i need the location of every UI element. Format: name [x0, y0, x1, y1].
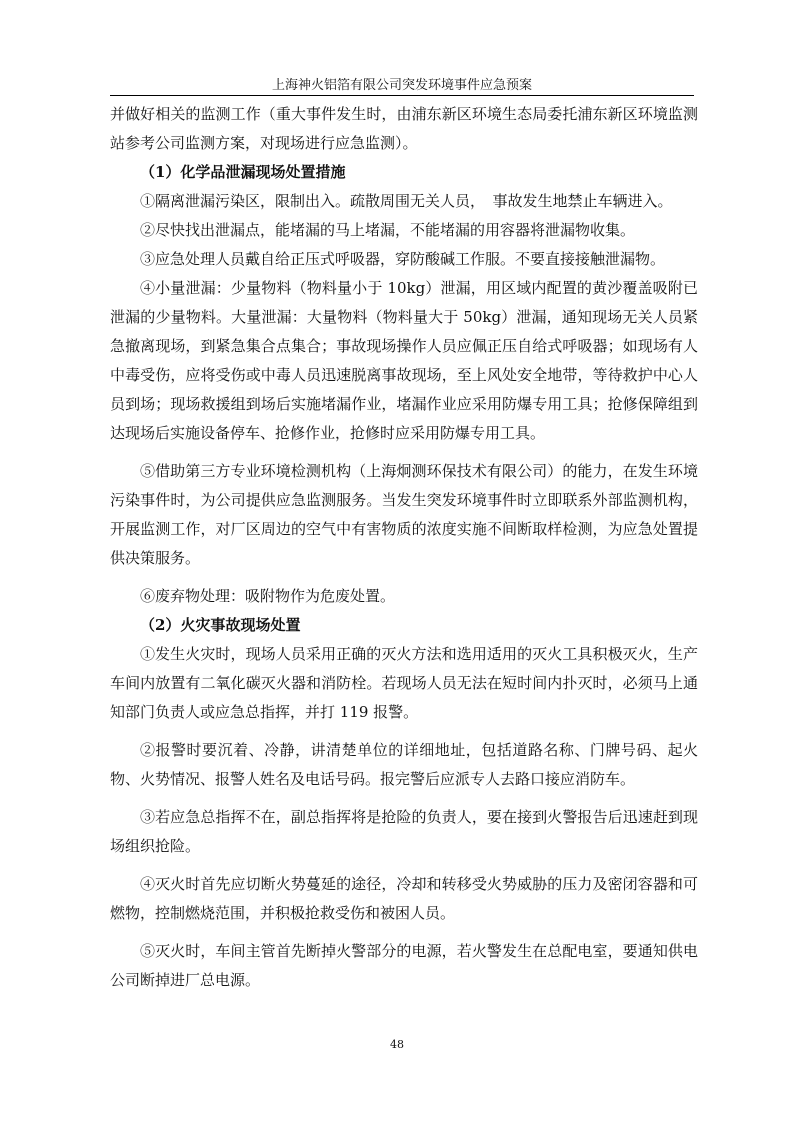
list-item: ⑤灭火时，车间主管首先断掉火警部分的电源，若火警发生在总配电室，要通知供电公司断掉进厂总电源。	[110, 942, 698, 989]
list-item: ②报警时要沉着、冷静，讲清楚单位的详细地址，包括道路名称、门牌号码、起火物、火势情况、报警人姓名及电话号码。报完警后应派专人去路口接应消防车。	[110, 741, 698, 788]
section-heading-fire: （2）火灾事故现场处置	[140, 616, 301, 634]
page-number: 48	[390, 1038, 404, 1051]
page-body	[110, 100, 698, 995]
list-item: ⑥废弃物处理：吸附物作为危废处置。	[140, 587, 396, 605]
list-item: ③应急处理人员戴自给正压式呼吸器，穿防酸碱工作服。不要直接接触泄漏物。	[140, 250, 666, 268]
list-item: ②尽快找出泄漏点，能堵漏的马上堵漏，不能堵漏的用容器将泄漏物收集。	[140, 221, 636, 239]
list-item: ③若应急总指挥不在，副总指挥将是抢险的负责人，要在接到火警报告后迅速赶到现场组织抢险。	[110, 808, 698, 855]
list-item: ④小量泄漏：少量物料（物料量小于 10kg）泄漏，用区域内配置的黄沙覆盖吸附已泄漏的少量物料。大量泄漏：大量物料（物料量大于 50kg）泄漏，通知现场无关人员紧急撤离现场，到紧急集合点集合；事故现场操作人员应佩正压自给式呼吸器；如现场有人中毒受伤，应将受伤或中毒人员迅速脱离事故现场，至上风处安全地带，等待救护中心人员到场；现场救援组到场后实施堵漏作业，堵漏作业应采用防爆专用工具；抢修保障组到达现场后实施设备停车、抢修作业，抢修时应采用防爆专用工具。	[110, 279, 698, 442]
page-header: 上海神火铝箔有限公司突发环境事件应急预案	[271, 78, 532, 93]
header-divider	[110, 95, 694, 96]
list-item: ⑤借助第三方专业环境检测机构（上海炯测环保技术有限公司）的能力，在发生环境污染事件时，为公司提供应急监测服务。当发生突发环境事件时立即联系外部监测机构，开展监测工作，对厂区周边的空气中有害物质的浓度实施不间断取样检测，为应急处置提供决策服务。	[110, 462, 698, 567]
intro-paragraph: 并做好相关的监测工作（重大事件发生时，由浦东新区环境生态局委托浦东新区环境监测站参考公司监测方案，对现场进行应急监测）。	[110, 105, 698, 152]
list-item: ①发生火灾时，现场人员采用正确的灭火方法和选用适用的灭火工具积极灭火，生产车间内放置有二氧化碳灭火器和消防栓。若现场人员无法在短时间内扑灭时，必须马上通知部门负责人或应急总指挥，并打 119 报警。	[110, 645, 698, 721]
list-item: ①隔离泄漏污染区，限制出入。疏散周围无关人员， 事故发生地禁止车辆进入。	[140, 192, 673, 210]
section-heading-chemical-leak: （1）化学品泄漏现场处置措施	[140, 163, 346, 181]
list-item: ④灭火时首先应切断火势蔓延的途径，冷却和转移受火势威胁的压力及密闭容器和可燃物，控制燃烧范围，并积极抢救受伤和被困人员。	[110, 875, 698, 922]
